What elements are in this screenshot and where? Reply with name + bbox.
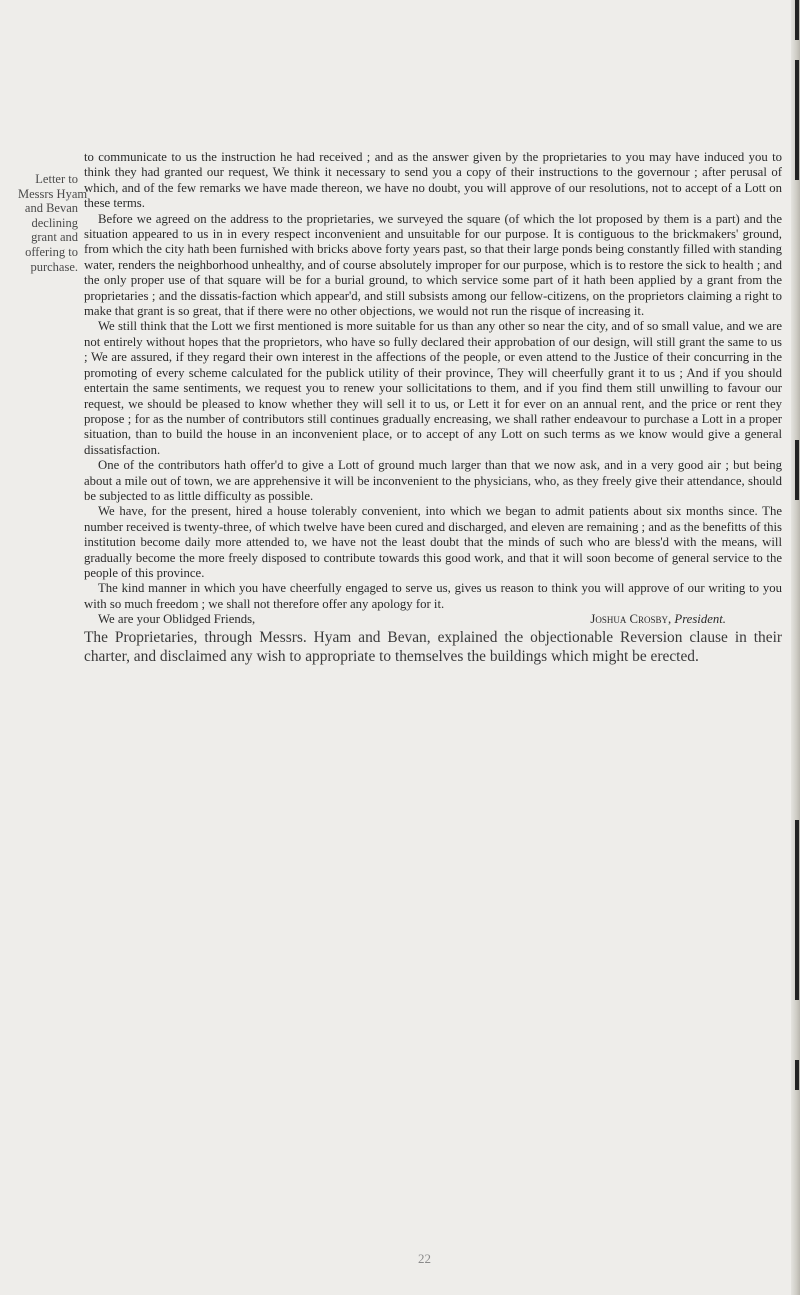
margin-note-line: Letter to bbox=[35, 172, 78, 186]
letter-body bbox=[84, 150, 782, 666]
margin-note-line: Messrs Hyam bbox=[18, 186, 88, 201]
page-edge-mark bbox=[795, 1060, 799, 1090]
paragraph: We still think that the Lott we first mentioned is more suitable for us than any other so near the city, and of so small value, and we are not entirely without hopes that the proprietors, who have so fully declared their approbation of our design, will still grant the same to us ; We are assured, if they regard their own interest in the affections of the people, or even attend to the Justice of their concurring in the promoting of every scheme calculated for the publick utility of their province, They will cheerfully grant it to us ; And if you should entertain the same sentiments, we request you to renew your sollicitations to them, and if you find them still unwilling to favour our request, we should be pleased to know whether they will sell it to us, or Lett it for ever on an annual rent, and the price or rent they propose ; for as the number of contributors still continues gradually encreasing, we shall rather endeavour to purchase a Lott in a proper situation, than to build the house in an inconvenient place, or to accept of any Lott on such terms as we know would give a general dissatisfaction. bbox=[84, 319, 782, 457]
page-edge-mark bbox=[795, 0, 799, 40]
paragraph: Before we agreed on the address to the proprietaries, we surveyed the square (of which the lot proposed by them is a part) and the situation appeared to us in in every respect inconvenient and unsuitable for our purpose. It is contiguous to the brickmakers' ground, from which the city hath been furnished with bricks above forty years past, so that their large ponds being constantly filled with standing water, renders the neighborhood unhealthy, and of course absolutely improper for our purpose, which is to restore the sick to health ; and the only proper use of that square will be for a burial ground, to which service some part of it hath been applied by a grant from the proprietaries ; and the dissatis-faction which appear'd, and still subsists among our fellow-citizens, on the proprietors claiming a right to make that grant is so great, that if there were no other objections, we would not run the risque of increasing it. bbox=[84, 211, 782, 319]
margin-note-line: purchase. bbox=[30, 259, 78, 274]
page-edge-mark bbox=[795, 820, 799, 1000]
paragraph: We have, for the present, hired a house tolerably convenient, into which we began to admit patients about six months since. The number received is twenty-three, of which twelve have been cured and discharged, and eleven are remaining ; and as the benefitts of this institution become daily more attended to, we have not the least doubt that the minds of such who are bless'd with the means, will gradually become the more freely disposed to contribute towards this good work, and that it will soon become of general service to the people of this province. bbox=[84, 504, 782, 580]
margin-note-line: and Bevan bbox=[24, 201, 78, 216]
margin-note-line: grant and bbox=[31, 230, 78, 245]
signer-name: Joshua Crosby, bbox=[590, 612, 672, 627]
margin-note-line: offering to bbox=[25, 244, 78, 259]
page-edge-mark bbox=[795, 440, 799, 500]
letter-signer bbox=[590, 612, 782, 627]
paragraph: The kind manner in which you have cheerfully engaged to serve us, gives us reason to think you will approve of our writing to you with so much freedom ; we shall not therefore offer any apology for it. bbox=[84, 581, 782, 611]
letter-closing: We are your Oblidged Friends, bbox=[98, 612, 256, 627]
margin-note-line: declining bbox=[31, 215, 78, 230]
paragraph: to communicate to us the instruction he had received ; and as the answer given by the proprietaries to you may have induced you to think they had granted our request, We think it necessary to send you a copy of their instructions to the governour ; after perusal of which, and of the few remarks we have made thereon, we have no doubt, you will approve of our resolutions, not to accept of a Lott on these terms. bbox=[84, 150, 782, 211]
margin-note bbox=[18, 172, 88, 274]
page-number: 22 bbox=[418, 1251, 431, 1266]
page-edge-mark bbox=[795, 60, 799, 180]
page-edge bbox=[791, 0, 800, 1295]
signer-title: President. bbox=[674, 612, 726, 627]
letter-signature-line bbox=[84, 612, 782, 627]
paragraph: One of the contributors hath offer'd to give a Lott of ground much larger than that we now ask, and in a very good air ; but being about a mile out of town, we are apprehensive it will be inconvenient to the physicians, who, as they freely give their attendance, should be subjected to as little difficulty as possible. bbox=[84, 458, 782, 503]
narrative-paragraph: The Proprietaries, through Messrs. Hyam and Bevan, explained the objectionable Reversion clause in their charter, and disclaimed any wish to appropriate to themselves the buildings which might be erected. bbox=[84, 628, 782, 665]
